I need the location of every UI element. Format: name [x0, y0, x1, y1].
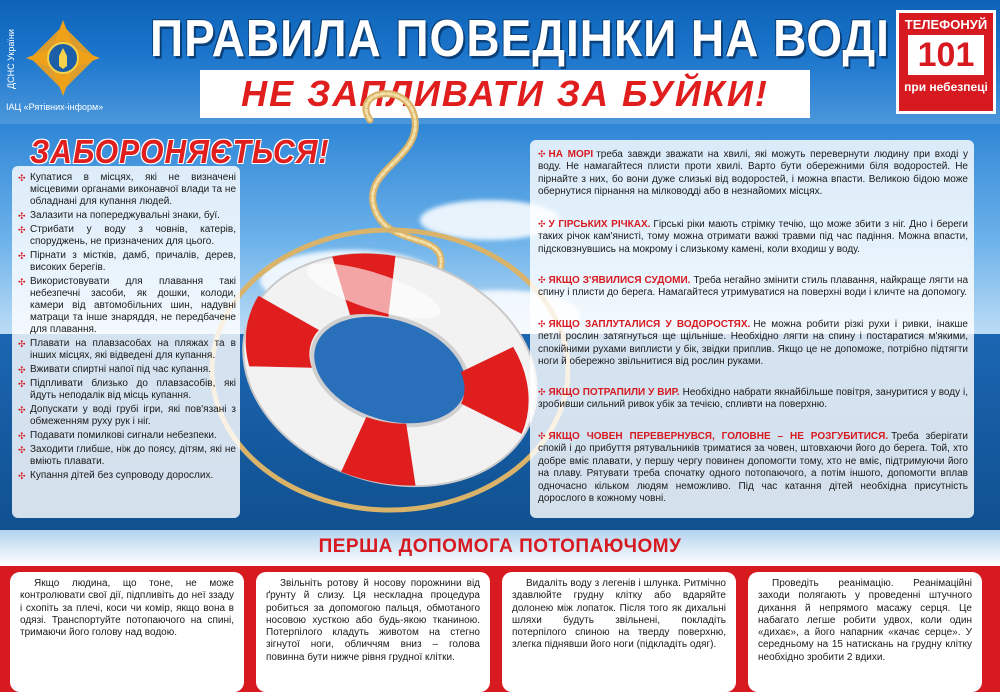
- tip-heading: НА МОРІ: [548, 149, 594, 160]
- list-item: ✣ Купатися в місцях, які не визначені місцевими органами виконавчої влади та не обладнані для купання людей.: [18, 172, 236, 208]
- forbidden-title: ЗАБОРОНЯЄТЬСЯ!: [30, 134, 330, 171]
- first-aid-card-text: Видаліть воду з легенів і шлунка. Ритмічно здавлюйте грудну клітку або вдаряйте долонею між лопаток. Після того як дихальні шляхи будуть звільнені, покладіть потерпілого спиною на тверду поверхню, злегка піднявши його ноги (підкладіть одяг).: [512, 578, 726, 651]
- tip-item: [538, 430, 968, 505]
- list-item: ✣ Використовувати для плавання такі небезпечні засоби, як дошки, колоди, камери від автомобільних шин, надувні матраци та інше знаряддя, не передбачене для плавання.: [18, 276, 236, 336]
- tip-heading: ЯКЩО З'ЯВИЛИСЯ СУДОМИ.: [548, 275, 691, 286]
- bullet-icon: ✣: [538, 275, 546, 285]
- first-aid-card: [256, 572, 490, 692]
- list-item: ✣ Вживати спиртні напої під час купання.: [18, 364, 236, 376]
- forbidden-panel: [12, 130, 330, 518]
- tip-item: [538, 386, 968, 412]
- tip-text: Необхідно набрати якнайбільше повітря, зануритися у воду і, зробивши сильний ривок убік за течією, спливти на поверхню.: [538, 387, 968, 411]
- phone-bottom-label: при небезпеці: [904, 80, 988, 94]
- first-aid-card: [502, 572, 736, 692]
- tip-text: Треба зберігати спокій і до прибуття рятувальників триматися за човен, штовхаючи його до берега. Той, хто добре вміє плавати, у першу чергу повинен допомогти тому, хто не вміє, підтримуючи його на плаву. Рятувати треба спочатку одного потопаючого, а потім іншого, допомогти вплав одночасно кільком людям неможливо. Під час катання дітей необхідна присутність дорослого в кожному човні.: [538, 431, 968, 505]
- list-item: ✣ Підпливати близько до плавзасобів, які йдуть неподалік від місць купання.: [18, 378, 236, 402]
- emergency-phone-badge: [896, 10, 996, 114]
- org-vertical-label: ДСНС України: [6, 29, 16, 89]
- list-item: ✣ Стрибати у воду з човнів, катерів, споруджень, не призначених для цього.: [18, 224, 236, 248]
- page-subtitle: НЕ ЗАПЛИВАТИ ЗА БУЙКИ!: [200, 70, 810, 118]
- org-caption: ІАЦ «Рятівних-інформ»: [6, 102, 104, 112]
- bullet-icon: ✣: [538, 387, 546, 397]
- tip-text: Гірські ріки мають стрімку течію, що може збити з ніг. Дно і береги таких річок кам'янисті, тому можна отримати важкі травми під час падіння. Можна впасти, підсковзнувшись на мокрому і слизькому камені, коли входиш у воду.: [538, 219, 969, 255]
- tip-item: [538, 218, 968, 256]
- tip-heading: ЯКЩО ЧОВЕН ПЕРЕВЕРНУВСЯ, ГОЛОВНЕ – НЕ РОЗГУБИТИСЯ.: [548, 431, 889, 442]
- bullet-icon: ✣: [538, 431, 546, 441]
- list-item: ✣ Плавати на плавзасобах на пляжах та в інших місцях, які відведені для купання.: [18, 338, 236, 362]
- tip-heading: ЯКЩО ЗАПЛУТАЛИСЯ У ВОДОРОСТЯХ.: [548, 319, 751, 330]
- phone-top-label: ТЕЛЕФОНУЙ: [904, 17, 988, 32]
- bullet-icon: ✣: [538, 219, 546, 229]
- tip-item: [538, 274, 968, 300]
- forbidden-list: [18, 172, 236, 484]
- list-item: ✣ Пірнати з містків, дамб, причалів, дерев, високих берегів.: [18, 250, 236, 274]
- bullet-icon: ✣: [538, 319, 546, 329]
- tip-heading: У ГІРСЬКИХ РІЧКАХ.: [548, 219, 651, 230]
- tip-text: Не можна робити різкі рухи і ривки, інакше петлі рослин затягнуться ще щільніше. Необхідно лягти на спину і постаратися м'якими, спокійними рухами виплисти у бік, звідки приплив. Якщо це не допоможе, потрібно підтягти ноги й обережно звільнитися від рослин руками.: [538, 319, 968, 368]
- page-title: ПРАВИЛА ПОВЕДІНКИ НА ВОДІ: [150, 9, 890, 68]
- phone-number: 101: [908, 35, 984, 75]
- tip-item: [538, 148, 968, 199]
- bullet-icon: ✣: [538, 149, 546, 159]
- first-aid-title: ПЕРША ДОПОМОГА ПОТОПАЮЧОМУ: [318, 536, 682, 557]
- list-item: ✣ Допускати у воді грубі ігри, які пов'язані з обмеженням руху рук і ніг.: [18, 404, 236, 428]
- first-aid-card: [10, 572, 244, 692]
- list-item: ✣ Залазити на попереджувальні знаки, буї.: [18, 210, 236, 222]
- first-aid-card-text: Звільніть ротову й носову порожнини від ґрунту й слизу. Ця нескладна процедура робиться за допомогою пальця, обмотаного носовою хусткою або будь-якою тканиною. Потерпілого кладуть животом на стегно зігнутої ноги, обличчям вниз – голова повинна бути нижче рівня грудної клітки.: [266, 578, 480, 663]
- first-aid-card-text: Проведіть реанімацію. Реанімаційні заходи полягають у проведенні штучного дихання й непрямого масажу серця. Це набагато легше робити удвох, коли один «дихає», а його напарник «качає серце». У середньому на 15 натискань на грудну клітку необхідно зробити 2 вдихи.: [758, 578, 972, 663]
- tip-text: Треба негайно змінити стиль плавання, найкраще лягти на спину і плисти до берега. Намагайтеся утримуватися на поверхні води і кличте на допомогу.: [538, 275, 969, 299]
- first-aid-card: [748, 572, 982, 692]
- list-item: ✣ Заходити глибше, ніж до поясу, дітям, які не вміють плавати.: [18, 444, 236, 468]
- list-item: ✣ Подавати помилкові сигнали небезпеки.: [18, 430, 236, 442]
- safety-tips-panel: [530, 140, 974, 518]
- first-aid-card-text: Якщо людина, що тоне, не може контролювати свої дії, підпливіть до неї ззаду і схопіть за плечі, коси чи комір, якщо вона в одязі. Транспортуйте потопаючого на спині, тримаючи його голову над водою.: [20, 578, 234, 639]
- tip-heading: ЯКЩО ПОТРАПИЛИ У ВИР.: [548, 387, 680, 398]
- emblem-block: [4, 4, 106, 120]
- list-item: ✣ Купання дітей без супроводу дорослих.: [18, 470, 236, 482]
- emergency-service-emblem-icon: [24, 18, 102, 98]
- tip-item: [538, 318, 968, 369]
- tip-text: треба завжди зважати на хвилі, які можуть перевернути людину при вході у воду. Не намагайтеся плисти проти хвилі. Варто бути обережними біля водоростей. Не пірнайте з них, бо вони дуже слизькі від водоростей, і можна впасти. Великою бідою може обернутися пірнання на мілководді або в незнайомих місцях.: [538, 149, 969, 198]
